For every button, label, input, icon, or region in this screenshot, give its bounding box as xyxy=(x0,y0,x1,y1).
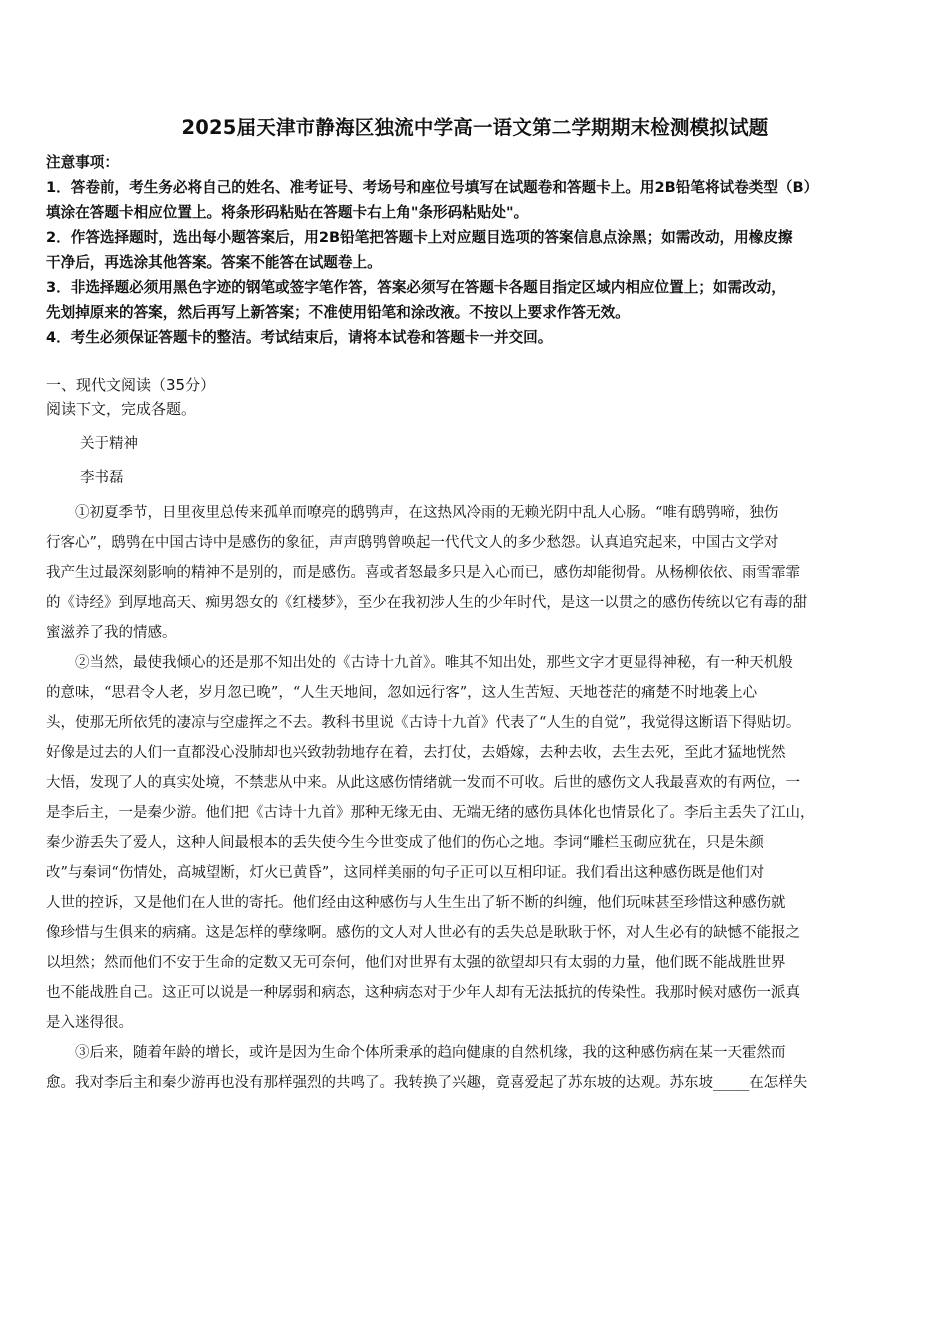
exam-title: 2025届天津市静海区独流中学高一语文第二学期期末检测模拟试题 xyxy=(181,116,769,139)
article-title: 关于精神 xyxy=(80,436,138,452)
body-line: 也不能战胜自己。这正可以说是一种孱弱和病态，这种病态对于少年人却有无法抵抗的传染性。我那时候对感伤一派真 xyxy=(46,985,800,1001)
body-line: 大悟，发现了人的真实处境，不禁悲从中来。从此这感伤情绪就一发而不可收。后世的感伤文人我最喜欢的有两位，一 xyxy=(46,775,800,791)
body-line: 是入迷得很。 xyxy=(46,1015,133,1031)
article-body xyxy=(46,498,908,1098)
body-line: 愈。我对李后主和秦少游再也没有那样强烈的共鸣了。我转换了兴趣，竟喜爱起了苏东坡的达观。苏东坡_____在怎样失 xyxy=(46,1075,808,1091)
body-line: 的意味，“思君令人老，岁月忽已晚”，“人生天地间，忽如远行客”，这人生苦短、天地苍茫的痛楚不时地袭上心 xyxy=(46,685,758,701)
body-line: ②当然，最使我倾心的还是那不知出处的《古诗十九首》。唯其不知出处，那些文字才更显得神秘，有一种天机般 xyxy=(46,655,793,671)
body-line: 头，使那无所依凭的凄凉与空虚挥之不去。教科书里说《古诗十九首》代表了“人生的自觉”，我觉得这断语下得贴切。 xyxy=(46,715,801,731)
notice-line: 干净后，再选涂其他答案。答案不能答在试题卷上。 xyxy=(46,254,382,271)
notice-block xyxy=(46,150,908,350)
article-author: 李书磊 xyxy=(80,470,124,486)
body-line: 行客心”，鸱鸮在中国古诗中是感伤的象征，声声鸱鸮曾唤起一代代文人的多少愁怨。认真追究起来，中国古文学对 xyxy=(46,535,779,551)
body-line: 人世的控诉，又是他们在人世的寄托。他们经由这种感伤与人生生出了斩不断的纠缠，他们玩味甚至珍惜这种感伤就 xyxy=(46,895,786,911)
notice-line: 4．考生必须保证答题卡的整洁。考试结束后，请将本试卷和答题卡一并交回。 xyxy=(46,329,553,346)
body-line: ①初夏季节，日里夜里总传来孤单而嘹亮的鸱鸮声，在这热风冷雨的无赖光阴中乱人心肠。“唯有鸱鸮啼，独伤 xyxy=(46,505,779,521)
notice-line: 先划掉原来的答案，然后再写上新答案；不准使用铅笔和涂改液。不按以上要求作答无效。 xyxy=(46,304,630,321)
body-line: 我产生过最深刻影响的精神不是别的，而是感伤。喜或者怒最多只是入心而已，感伤却能彻骨。从杨柳依依、雨雪霏霏 xyxy=(46,565,800,581)
body-line: 改”与秦词“伤情处，高城望断，灯火已黄昏”，这同样美丽的句子正可以互相印证。我们看出这种感伤既是他们对 xyxy=(46,865,765,881)
notice-heading: 注意事项： xyxy=(46,154,119,171)
body-line: ③后来，随着年龄的增长，或许是因为生命个体所秉承的趋向健康的自然机缘，我的这种感伤病在某一天霍然而 xyxy=(46,1045,786,1061)
notice-line: 3．非选择题必须用黑色字迹的钢笔或签字笔作答，答案必须写在答题卡各题目指定区域内相应位置上；如需改动， xyxy=(46,279,786,296)
body-line: 蜜滋养了我的情感。 xyxy=(46,625,177,641)
body-line: 像珍惜与生俱来的病痛。这是怎样的孽缘啊。感伤的文人对人世必有的丢失总是耿耿于怀，对人生必有的缺憾不能报之 xyxy=(46,925,800,941)
notice-line: 2．作答选择题时，选出每小题答案后，用2B铅笔把答题卡上对应题目选项的答案信息点涂黑；如需改动，用橡皮擦 xyxy=(46,229,793,246)
notice-line: 1．答卷前，考生务必将自己的姓名、准考证号、考场号和座位号填写在试题卷和答题卡上。用2B铅笔将试卷类型（B） xyxy=(46,179,819,196)
notice-line: 填涂在答题卡相应位置上。将条形码粘贴在答题卡右上角"条形码粘贴处"。 xyxy=(46,204,529,221)
body-line: 的《诗经》到厚地高天、痴男怨女的《红楼梦》，至少在我初涉人生的少年时代，是这一以贯之的感伤传统以它有毒的甜 xyxy=(46,595,808,611)
body-line: 秦少游丢失了爱人，这种人间最根本的丢失使今生今世变成了他们的伤心之地。李词“雕栏玉砌应犹在，只是朱颜 xyxy=(46,835,764,851)
section-heading: 一、现代文阅读（35分） xyxy=(46,376,216,394)
body-line: 以坦然；然而他们不安于生命的定数又无可奈何，他们对世界有太强的欲望却只有太弱的力量，他们既不能战胜世界 xyxy=(46,955,786,971)
body-line: 好像是过去的人们一直都没心没肺却也兴致勃勃地存在着，去打仗，去婚嫁，去种去收，去生去死，至此才猛地恍然 xyxy=(46,745,786,761)
body-line: 是李后主，一是秦少游。他们把《古诗十九首》那种无缘无由、无端无绪的感伤具体化也情景化了。李后主丢失了江山， xyxy=(46,805,815,821)
reading-instruction: 阅读下文，完成各题。 xyxy=(46,400,197,418)
